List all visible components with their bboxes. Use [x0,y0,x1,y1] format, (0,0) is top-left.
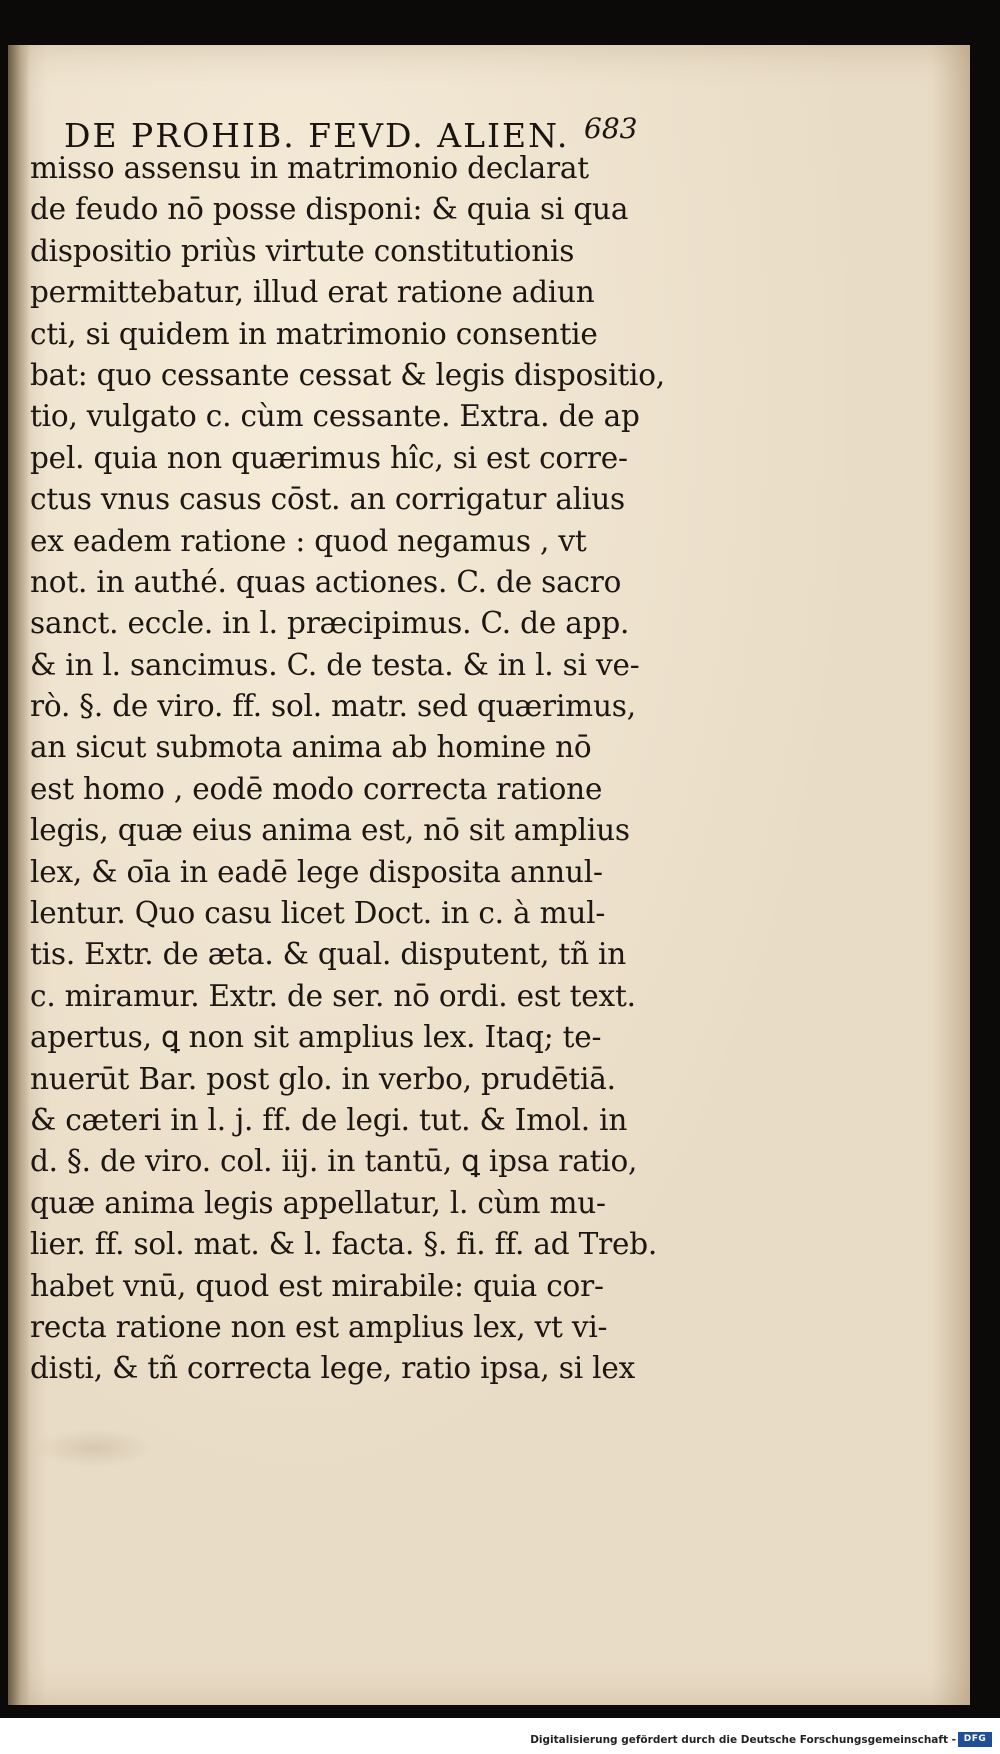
dfg-logo: DFG [958,1732,992,1747]
text-line: disti, & tñ correcta lege, ratio ipsa, si lex [30,1351,636,1386]
text-line: d. §. de viro. col. iij. in tantū, ꝗ ipsa ratio, [30,1144,638,1179]
text-line: permittebatur, illud erat ratione adiun [30,275,595,310]
text-line: nuerūt Bar. post glo. in verbo, prudētiā. [30,1061,616,1096]
text-line: & in l. sancimus. C. de testa. & in l. si ve- [30,647,640,682]
text-line: sanct. eccle. in l. præcipimus. C. de app. [30,606,630,641]
text-line: habet vnū, quod est mirabile: quia cor- [30,1268,604,1303]
text-line: quæ anima legis appellatur, l. cùm mu- [30,1185,606,1220]
text-line: lier. ff. sol. mat. & l. facta. §. fi. ff. ad Treb. [30,1227,658,1262]
footer-credit: Digitalisierung gefördert durch die Deutsche Forschungsgemeinschaft - [530,1734,956,1746]
text-line: bat: quo cessante cessat & legis dispositio, [30,357,665,392]
text-line: c. miramur. Extr. de ser. nō ordi. est text. [30,978,636,1013]
text-line: pel. quia non quærimus hîc, si est corre- [30,440,628,475]
ink-smudge [34,1428,154,1468]
text-line: apertus, ꝗ non sit amplius lex. Itaq; te- [30,1020,602,1055]
text-line: tis. Extr. de æta. & qual. disputent, tñ in [30,937,627,972]
text-line: ctus vnus casus cōst. an corrigatur alius [30,482,625,517]
binding-gutter [8,45,30,1705]
text-line: lentur. Quo casu licet Doct. in c. à mul- [30,896,606,931]
text-line: lex, & oīa in eadē lege disposita annul- [30,854,603,889]
text-line: misso assensu in matrimonio declarat [30,151,589,185]
text-line: dispositio priùs virtute constitutionis [30,233,575,268]
text-line: de feudo nō posse disponi: & quia si qua [30,192,629,227]
text-line: not. in authé. quas actiones. C. de sacro [30,564,622,599]
text-line: est homo , eodē modo correcta ratione [30,771,603,806]
text-line: legis, quæ eius anima est, nō sit amplius [30,813,630,848]
text-line: cti, si quidem in matrimonio consentie [30,316,598,351]
body-text [30,148,670,1390]
text-line: & cæteri in l. j. ff. de legi. tut. & Imol. in [30,1102,628,1137]
page-number: 683 [584,112,638,145]
text-line: recta ratione non est amplius lex, vt vi- [30,1309,608,1344]
text-line: an sicut submota anima ab homine nō [30,730,592,765]
text-line: tio, vulgato c. cùm cessante. Extra. de ap [30,399,640,434]
text-line: ex eadem ratione : quod negamus , vt [30,523,587,558]
running-head-title: DE PROHIB. FEVD. ALIEN. [64,116,570,155]
text-line: rò. §. de viro. ff. sol. matr. sed quærimus, [30,689,636,724]
